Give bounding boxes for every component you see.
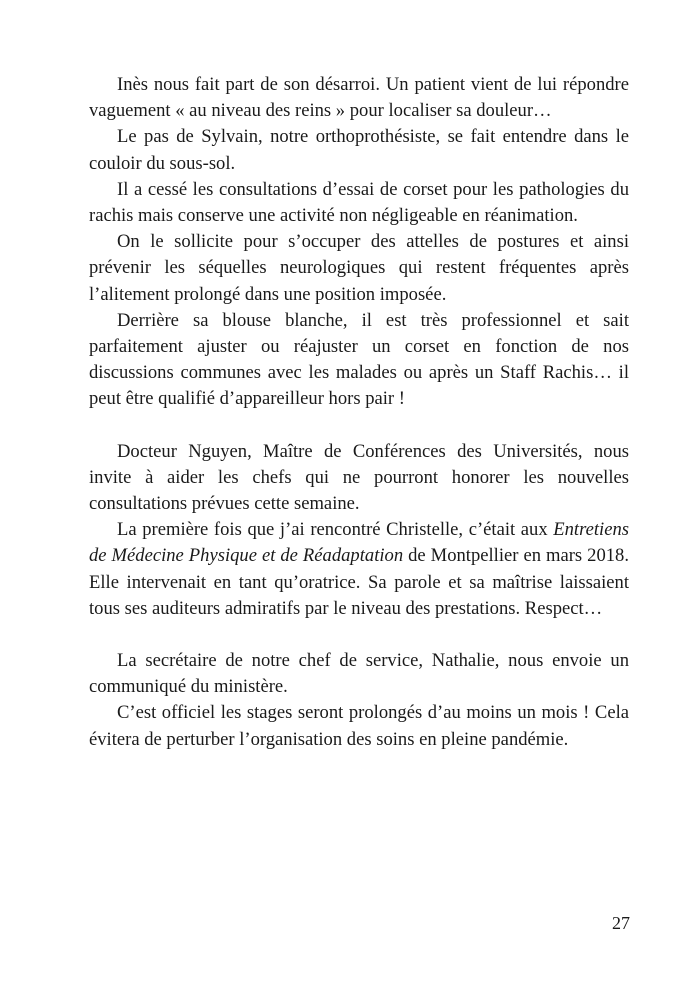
paragraph-stages: C’est officiel les stages seront prolongés d’au moins un mois ! Cela évitera de perturber l’organisation des soins en pleine pandémie. xyxy=(89,702,629,750)
event-title: Entretiens de Médecine Physique et de Réadaptation xyxy=(89,519,629,567)
paragraph-attelles: On le sollicite pour s’occuper des attelles de postures et ainsi prévenir les séquelles neurologiques qui restent fréquentes après l’alitement prolongé dans une position imposée. xyxy=(89,231,629,305)
paragraph-christelle xyxy=(89,517,629,622)
christelle-text-after: de Montpellier en mars 2018. Elle intervenait en tant qu’oratrice. Sa parole et sa maîtrise laissaient tous ses auditeurs admiratifs par le niveau des prestations. Respect… xyxy=(89,545,629,619)
section-break xyxy=(89,622,629,648)
page-body xyxy=(89,72,629,753)
paragraph-blouse: Derrière sa blouse blanche, il est très professionnel et sait parfaitement ajuster ou réajuster un corset en fonction de nos discussions communes avec les malades ou après un Staff Rachis… il peut être qualifié d’appareilleur hors pair ! xyxy=(89,309,629,410)
paragraph-sylvain: Le pas de Sylvain, notre orthoprothésiste, se fait entendre dans le couloir du sous-sol. xyxy=(89,126,629,174)
christelle-text-before: La première fois que j’ai rencontré Christelle, c’était aux xyxy=(117,519,554,541)
paragraph-nathalie: La secrétaire de notre chef de service, Nathalie, nous envoie un communiqué du ministère. xyxy=(89,650,629,698)
paragraph-nguyen: Docteur Nguyen, Maître de Conférences des Universités, nous invite à aider les chefs qui ne pourront honorer les nouvelles consultations prévues cette semaine. xyxy=(89,440,629,515)
section-break xyxy=(89,413,629,439)
paragraph-corset: Il a cessé les consultations d’essai de corset pour les pathologies du rachis mais conserve une activité non négligeable en réanimation. xyxy=(89,178,629,227)
page-number: 27 xyxy=(612,913,630,933)
paragraph-ines: Inès nous fait part de son désarroi. Un patient vient de lui répondre vaguement « au niveau des reins » pour localiser sa douleur… xyxy=(89,74,629,122)
